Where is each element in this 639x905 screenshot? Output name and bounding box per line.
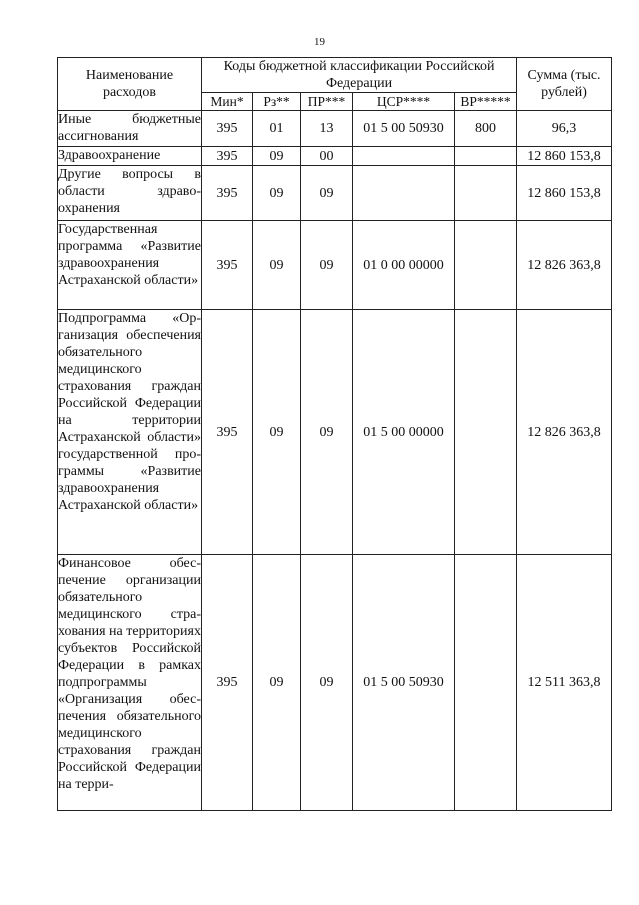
table-row [58, 555, 612, 811]
table-row [58, 221, 612, 310]
row-pr: 09 [301, 310, 353, 555]
page-number: 19 [314, 36, 325, 48]
row-csr [353, 147, 455, 166]
row-vr [455, 147, 517, 166]
budget-table [57, 57, 612, 811]
header-codes-group: Коды бюджетной классификации Российской Федерации [202, 58, 517, 93]
row-sum: 12 826 363,8 [517, 310, 612, 555]
row-sum: 12 860 153,8 [517, 166, 612, 221]
header-name: Наименование расходов [58, 58, 202, 111]
row-rz: 09 [253, 166, 301, 221]
row-rz: 09 [253, 310, 301, 555]
row-csr: 01 5 00 50930 [353, 111, 455, 147]
row-csr: 01 5 00 00000 [353, 310, 455, 555]
row-rz: 01 [253, 111, 301, 147]
row-sum: 96,3 [517, 111, 612, 147]
row-name: Другие вопросы в области здравоохранения [58, 166, 202, 221]
header-pr: ПР*** [301, 93, 353, 111]
row-csr [353, 166, 455, 221]
header-vr: ВР***** [455, 93, 517, 111]
row-vr [455, 221, 517, 310]
row-min: 395 [202, 221, 253, 310]
row-csr: 01 0 00 00000 [353, 221, 455, 310]
row-pr: 00 [301, 147, 353, 166]
header-sum: Сумма (тыс. рублей) [517, 58, 612, 111]
row-name: Финансовое обеспечение организации обязательного медицинского страхования на территориях субъектов Российской Федерации в рамках подпрограммы «Организация обеспечения обязательного медицинского страхования граждан Российской Федерации на терри- [58, 555, 202, 811]
row-pr: 13 [301, 111, 353, 147]
row-min: 395 [202, 111, 253, 147]
table-row [58, 111, 612, 147]
row-vr: 800 [455, 111, 517, 147]
row-sum: 12 826 363,8 [517, 221, 612, 310]
row-min: 395 [202, 555, 253, 811]
row-rz: 09 [253, 221, 301, 310]
row-vr [455, 555, 517, 811]
table-row [58, 147, 612, 166]
row-name: Здравоохранение [58, 147, 202, 166]
header-min: Мин* [202, 93, 253, 111]
header-csr: ЦСР**** [353, 93, 455, 111]
table-row [58, 310, 612, 555]
table-row [58, 166, 612, 221]
row-min: 395 [202, 147, 253, 166]
row-sum: 12 511 363,8 [517, 555, 612, 811]
row-name: Иные бюджетные ассигнования [58, 111, 202, 147]
row-name: Подпрограмма «Организация обеспечения обязательного медицинского страхования граждан Российской Федерации на территории Астраханской области» государственной программы «Развитие здравоохранения Астраханской области» [58, 310, 202, 555]
row-min: 395 [202, 166, 253, 221]
row-vr [455, 166, 517, 221]
row-sum: 12 860 153,8 [517, 147, 612, 166]
row-csr: 01 5 00 50930 [353, 555, 455, 811]
table-header-row [58, 58, 612, 93]
row-rz: 09 [253, 555, 301, 811]
row-min: 395 [202, 310, 253, 555]
row-pr: 09 [301, 166, 353, 221]
header-rz: Рз** [253, 93, 301, 111]
row-vr [455, 310, 517, 555]
row-name: Государственная программа «Развитие здравоохранения Астраханской области» [58, 221, 202, 310]
row-pr: 09 [301, 555, 353, 811]
row-rz: 09 [253, 147, 301, 166]
row-pr: 09 [301, 221, 353, 310]
